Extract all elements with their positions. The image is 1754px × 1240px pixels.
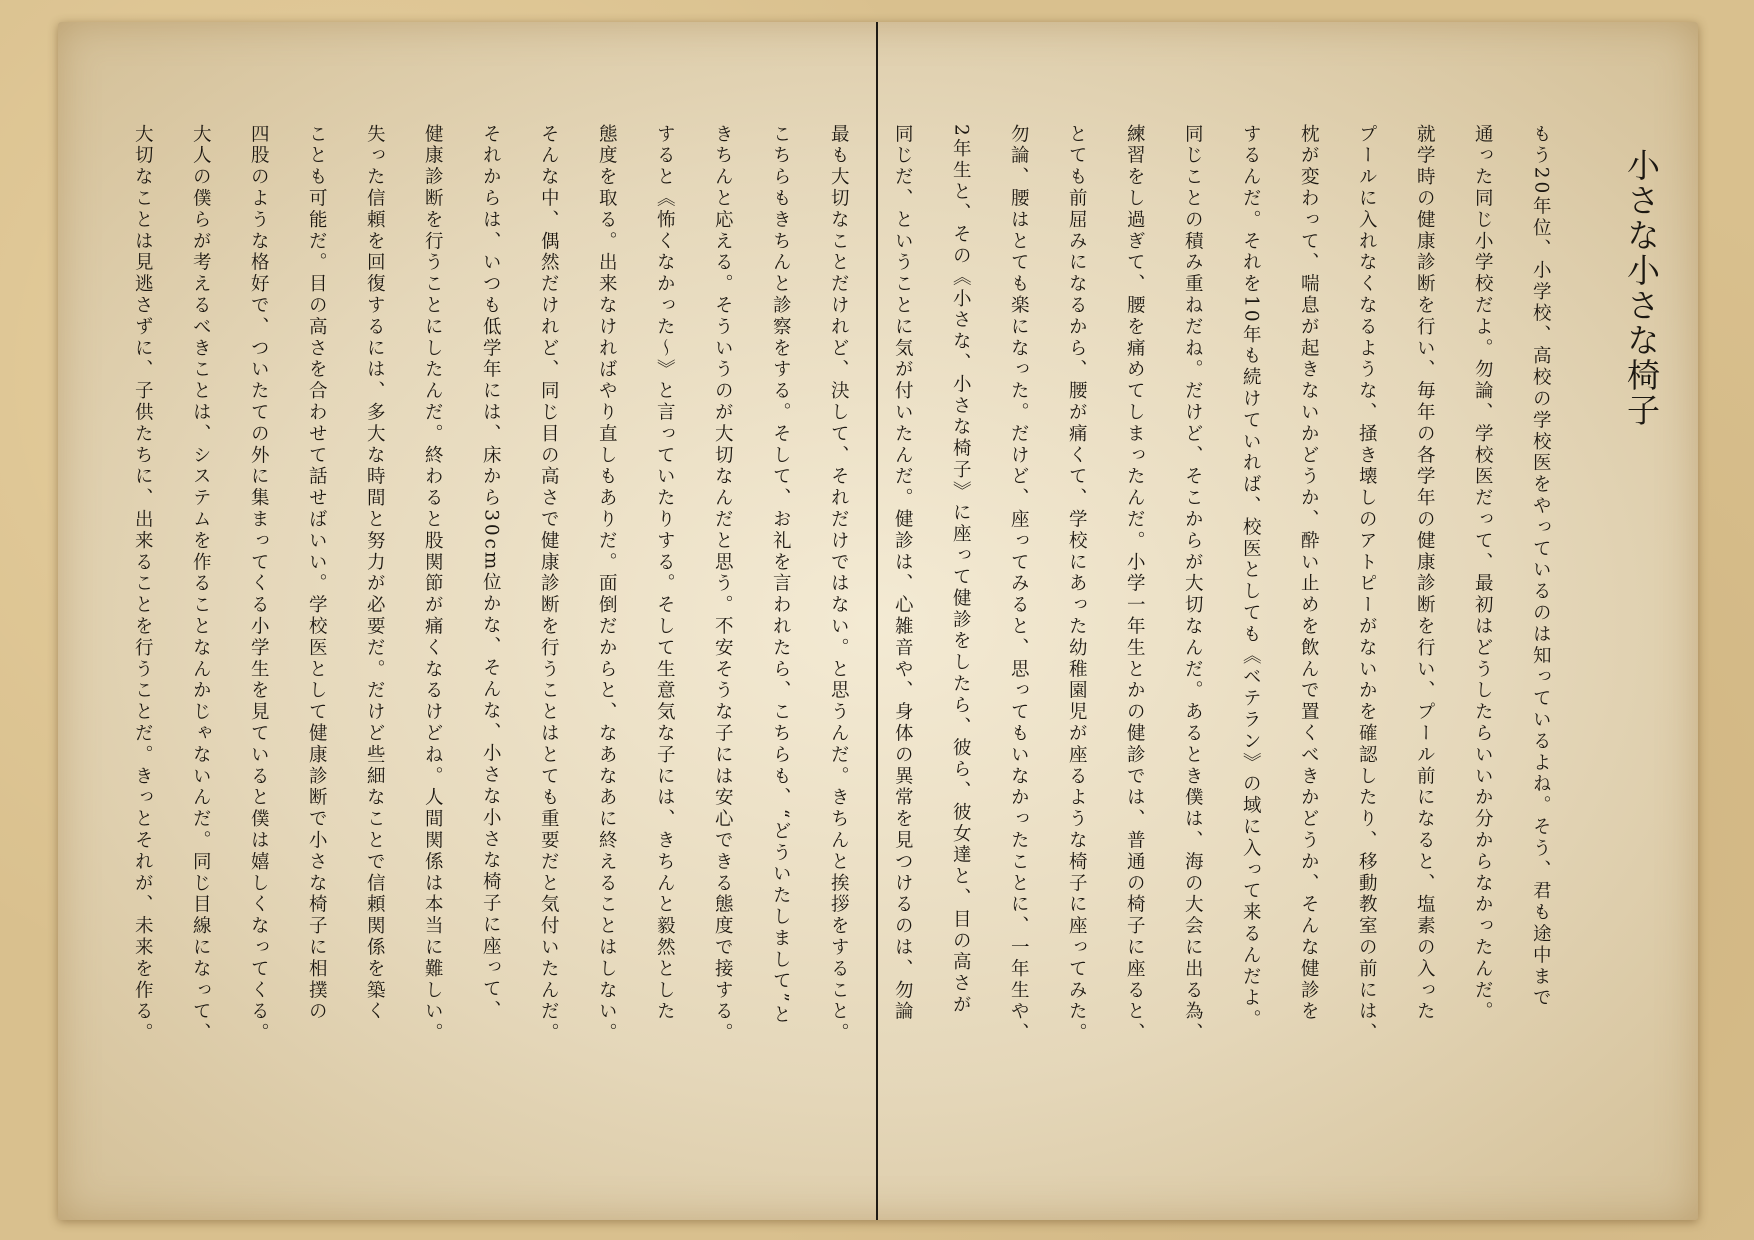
paper-sheet (58, 22, 1698, 1220)
text-column: 四股のような格好で、ついたての外に集まってくる小学生を見ていると僕は嬉しくなってくる。 (248, 124, 270, 1045)
text-column: それからは、いつも低学年には、床から30cm位かな、そんな、小さな小さな椅子に座って、 (480, 124, 502, 1022)
text-column: 失った信頼を回復するには、多大な時間と努力が必要だ。だけど些細なことで信頼関係を築く (364, 124, 386, 1023)
text-column: するんだ。それを10年も続けていれば、校医としても《ベテラン》の域に入って来るんだよ。 (1240, 124, 1262, 1031)
text-column: 勿論、腰はとても楽になった。だけど、座ってみると、思ってもいなかったことに、一年生や、 (1008, 124, 1030, 1045)
text-column: プールに入れなくなるような、掻き壊しのアトピーがないかを確認したり、移動教室の前には、 (1356, 124, 1378, 1045)
text-column: 同じことの積み重ねだね。だけど、そこからが大切なんだ。あるとき僕は、海の大会に出る為、 (1182, 124, 1204, 1045)
text-column: きちんと応える。そういうのが大切なんだと思う。不安そうな子には安心できる態度で接する。 (712, 124, 734, 1045)
text-column: ことも可能だ。目の高さを合わせて話せばいい。学校医として健康診断で小さな椅子に相撲の (306, 124, 328, 1023)
text-column: 通った同じ小学校だよ。勿論、学校医だって、最初はどうしたらいいか分からなかったんだ。 (1472, 124, 1494, 1023)
text-column: そんな中、偶然だけれど、同じ目の高さで健康診断を行うことはとても重要だと気付いたんだ。 (538, 124, 560, 1045)
page-divider (876, 22, 878, 1220)
text-column: 2年生と、その《小さな、小さな椅子》に座って健診をしたら、彼ら、彼女達と、目の高さが (950, 124, 972, 1017)
text-column: 大人の僕らが考えるべきことは、システムを作ることなんかじゃないんだ。同じ目線になって、 (190, 124, 212, 1045)
text-column: 最も大切なことだけれど、決して、それだけではない。と思うんだ。きちんと挨拶をすること。 (828, 124, 850, 1045)
text-column: 枕が変わって、喘息が起きないかどうか、酔い止めを飲んで置くべきかどうか、そんな健診を (1298, 124, 1320, 1023)
text-column: こちらもきちんと診察をする。そして、お礼を言われたら、こちらも、“どういたしまして”と (770, 124, 792, 1027)
text-column: 態度を取る。出来なければやり直しもありだ。面倒だからと、なあなあに終えることはしない。 (596, 124, 618, 1045)
text-column: 練習をし過ぎて、腰を痛めてしまったんだ。小学一年生とかの健診では、普通の椅子に座ると、 (1124, 124, 1146, 1045)
text-column: もう20年位、小学校、高校の学校医をやっているのは知っているよね。そう、君も途中まで (1530, 124, 1552, 1010)
text-column: 健康診断を行うことにしたんだ。終わると股関節が痛くなるけどね。人間関係は本当に難しい。 (422, 124, 444, 1045)
text-column: 同じだ、ということに気が付いたんだ。健診は、心雑音や、身体の異常を見つけるのは、勿論 (892, 124, 914, 1023)
text-column: すると《怖くなかった〜》と言っていたりする。そして生意気な子には、きちんと毅然とした (654, 124, 676, 1023)
text-column: とても前屈みになるから、腰が痛くて、学校にあった幼稚園児が座るような椅子に座ってみた。 (1066, 124, 1088, 1045)
text-column: 大切なことは見逃さずに、子供たちに、出来ることを行うことだ。きっとそれが、未来を作る。 (132, 124, 154, 1045)
document-title: 小さな小さな椅子 (1622, 148, 1661, 428)
text-column: 就学時の健康診断を行い、毎年の各学年の健康診断を行い、プール前になると、塩素の入った (1414, 124, 1436, 1023)
